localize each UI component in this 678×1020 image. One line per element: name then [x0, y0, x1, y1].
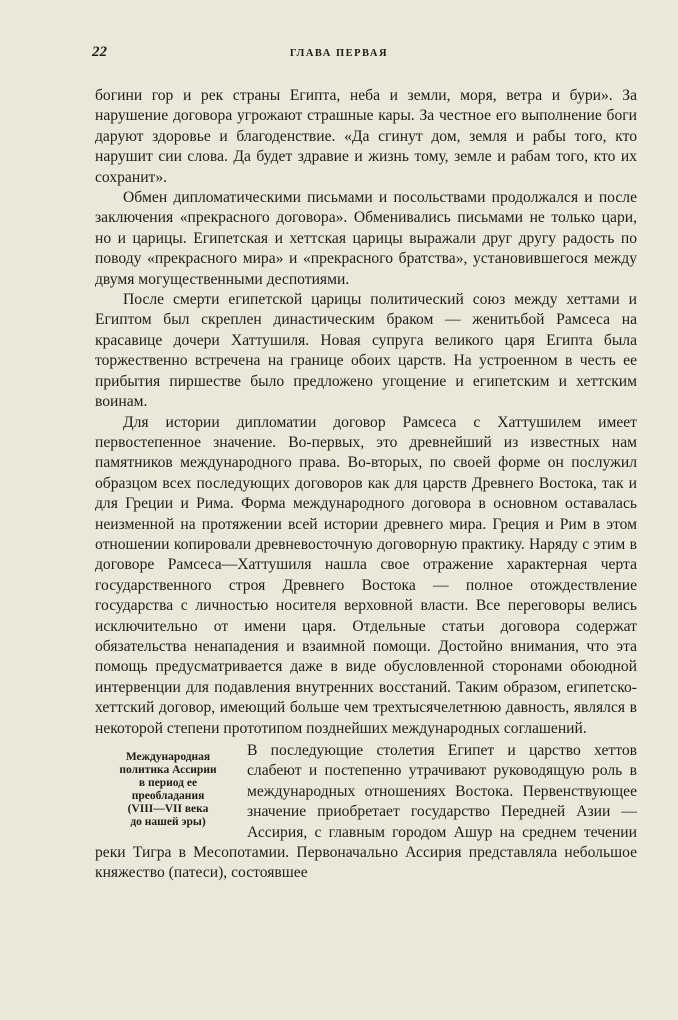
running-title: ГЛАВА ПЕРВАЯ [289, 48, 389, 59]
margin-note [95, 751, 241, 829]
paragraph-1: богини гор и рек страны Египта, неба и земли, моря, ветра и бури». За нарушение договора угрожают страшные кары. За честное его выполнение боги даруют здоровье и благоденствие. «Да сгинут дом, земля и рабы того, кто нарушит сии слова. Да будет здравие и жизнь тому, земле и рабам того, кто их сохранит». [95, 87, 637, 186]
margin-note-line: до нашей эры) [130, 816, 206, 828]
margin-note-line: преобладания [131, 790, 205, 802]
margin-note-line: политика Ассирии [119, 764, 217, 776]
paragraph-3: После смерти египетской царицы политический союз между хеттами и Египтом был скреплен династическим браком — женитьбой Рамсеса на красавице дочери Хаттушиля. Новая супруга великого царя Египта была торжественно встречена на границе обоих царств. На устроенном в честь ее прибытия пиршестве было предложено угощение и египетским и хеттским воинам. [95, 291, 637, 411]
page-number: 22 [92, 44, 107, 60]
paragraph-4: Для истории дипломатии договор Рамсеса с Хаттушилем имеет первостепенное значение. Во-первых, это древнейший из известных нам памятников международного права. Во-вторых, по своей форме он послужил образцом всех последующих договоров как для царств Древнего Востока, так и для Греции и Рима. Форма международного договора в основном оставалась неизменной на протяжении всей истории древнего мира. Греция и Рим в этом отношении копировали древневосточную договорную практику. Наряду с этим в договоре Рамсеса—Хаттушиля нашла свое отражение характерная черта государственного строя Древнего Востока — полное отождествление государства с личностью носителя верховной власти. Все переговоры велись исключительно от имени царя. Отдельные статьи договора содержат обязательства ненападения и взаимной помощи. Достойно внимания, что эта помощь предусматривается даже в виде обусловленной сторонами обоюдной интервенции для подавления внутренних восстаний. Таким образом, египетско-хеттский договор, имеющий больше чем трехтысячелетнюю давность, являлся в некоторой степени прототипом позднейших международных соглашений. [95, 413, 637, 737]
body-text [95, 86, 637, 884]
paragraph-5: В последующие столетия Египет и царство хеттов слабеют и постепенно утрачивают руководящую роль в международных отношениях Востока. Первенствующее значение приобретает государство Передней Азии — Ассирия, с главным городом Ашур на среднем течении реки Тигра в Месопотамии. Первоначально Ассирия представляла небольшое княжество (патеси), состоявшее [95, 742, 637, 882]
margin-note-line: Международная [125, 751, 211, 763]
margin-note-line: в период ее [138, 777, 198, 789]
paragraph-2: Обмен дипломатическими письмами и посольствами продолжался и после заключения «прекрасного договора». Обменивались письмами не только цари, но и царицы. Египетская и хеттская царицы выражали друг другу радость по поводу «прекрасного мира» и «прекрасного братства», установившегося между двумя могущественными деспотиями. [95, 189, 637, 288]
section-with-margin-note [95, 741, 637, 884]
margin-note-line: (VIII—VII века [127, 803, 209, 815]
